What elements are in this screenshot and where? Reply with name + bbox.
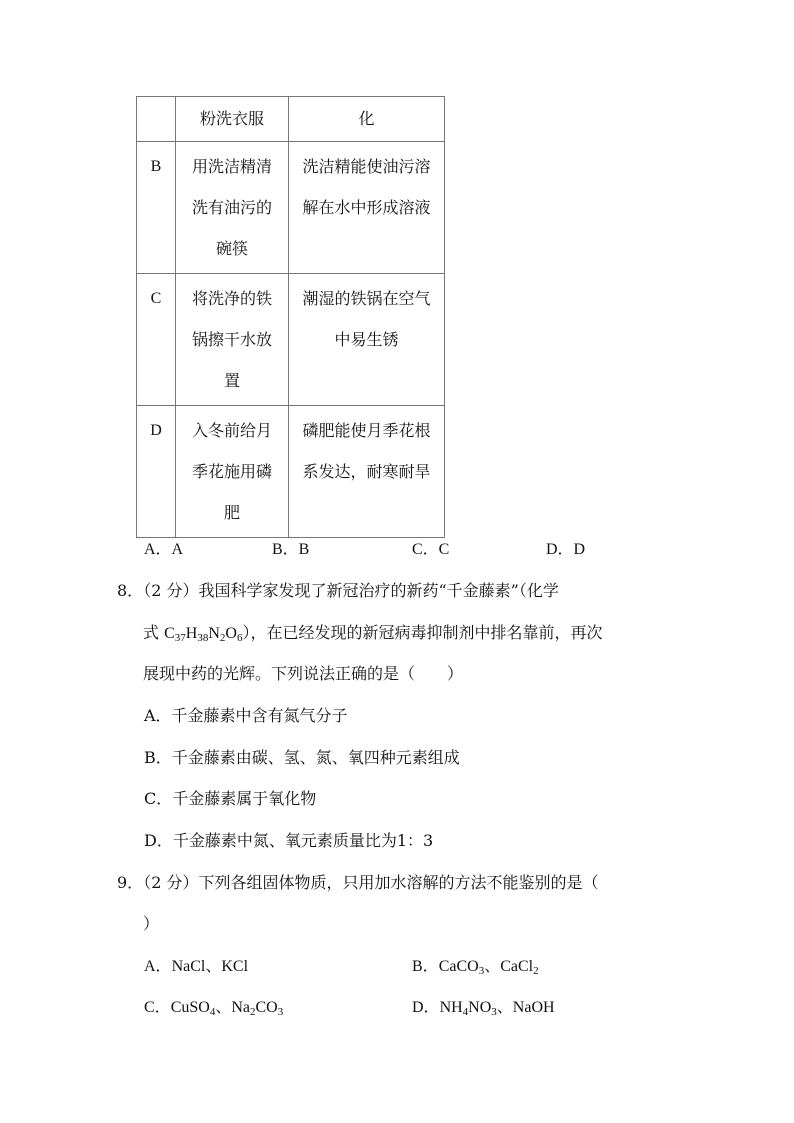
cell-line: 锅擦干水放 bbox=[191, 330, 272, 349]
table-cell-explanation bbox=[289, 142, 445, 274]
table-cell-letter: D bbox=[137, 406, 176, 538]
question-text: ），在已经发现的新冠病毒抑制剂中排名靠前，再次 bbox=[242, 623, 603, 642]
table-cell-practice bbox=[176, 142, 289, 274]
table-cell-explanation bbox=[289, 274, 445, 406]
cell-line: 将洗净的铁 bbox=[191, 289, 272, 308]
question-number: 8． bbox=[117, 581, 144, 600]
table-cell-explanation bbox=[289, 406, 445, 538]
table-row bbox=[137, 406, 445, 538]
cell-line: 磷肥能使月季花根 bbox=[302, 421, 431, 440]
q7-option-a: A．A bbox=[144, 541, 184, 558]
question-text: 我国科学家发现了新冠治疗的新药“千金藤素”（化学 bbox=[198, 581, 559, 600]
q9-line-2: ） bbox=[143, 914, 160, 933]
cell-line: 用洗洁精清 bbox=[191, 157, 272, 176]
table-row bbox=[137, 142, 445, 274]
q8-line-3: 展现中药的光辉。下列说法正确的是（ ） bbox=[143, 664, 464, 683]
q7-option-b: B．B bbox=[272, 541, 310, 558]
question-score: （2 分） bbox=[143, 873, 199, 892]
table-cell-letter: C bbox=[137, 274, 176, 406]
cell-line: 洗有油污的 bbox=[191, 198, 272, 217]
q9-option-a: A．NaCl、KCl bbox=[144, 958, 249, 975]
table-row bbox=[137, 274, 445, 406]
cell-line: 洗洁精能使油污溶 bbox=[302, 157, 431, 176]
q9-option-d: D．$NH_4NO_3$、NaOH bbox=[412, 999, 555, 1018]
formula-prefix: 式 bbox=[143, 623, 165, 642]
cell-line: 碗筷 bbox=[215, 239, 248, 258]
table-cell-explanation: 化 bbox=[289, 97, 445, 142]
cell-line: 季花施用磷 bbox=[191, 462, 272, 481]
q8-option-d: D．千金藤素中氮、氧元素质量比为1：3 bbox=[144, 831, 434, 850]
answer-table bbox=[136, 96, 445, 538]
cell-line: 潮湿的铁锅在空气 bbox=[302, 289, 431, 308]
cell-line: 肥 bbox=[223, 503, 240, 522]
table-cell-letter: B bbox=[137, 142, 176, 274]
table-cell-practice bbox=[176, 274, 289, 406]
q8-option-b: B．千金藤素由碳、氢、氮、氧四种元素组成 bbox=[144, 748, 460, 767]
q9-option-c: C．CuSO$_4$、$Na_2CO_3$ bbox=[144, 999, 284, 1018]
table-cell-practice bbox=[176, 406, 289, 538]
q8-option-c: C．千金藤素属于氧化物 bbox=[144, 789, 317, 808]
table-row bbox=[137, 97, 445, 142]
cell-line: 系发达，耐寒耐旱 bbox=[302, 462, 431, 481]
table-cell-practice: 粉洗衣服 bbox=[176, 97, 289, 142]
q8-line-1 bbox=[117, 581, 559, 601]
q8-option-a: A．千金藤素中含有氮气分子 bbox=[144, 706, 348, 725]
cell-line: 解在水中形成溶液 bbox=[302, 198, 431, 217]
q8-line-2 bbox=[143, 623, 602, 644]
chemical-formula: $C_{37}H_{38}N_2O_6$ bbox=[164, 625, 243, 644]
question-number: 9． bbox=[117, 873, 144, 892]
table-cell-letter bbox=[137, 97, 176, 142]
cell-line: 入冬前给月 bbox=[191, 421, 272, 440]
question-score: （2 分） bbox=[143, 581, 199, 600]
q7-option-d: D．D bbox=[546, 541, 586, 558]
cell-line: 中易生锈 bbox=[334, 330, 399, 349]
q9-option-b: B．CaCO$_3$、CaCl$_2$ bbox=[412, 958, 539, 977]
q7-option-c: C．C bbox=[412, 541, 450, 558]
q9-line-1 bbox=[117, 873, 598, 893]
question-text: 下列各组固体物质，只用加水溶解的方法不能鉴别的是（ bbox=[198, 873, 599, 892]
cell-line: 置 bbox=[223, 371, 240, 390]
